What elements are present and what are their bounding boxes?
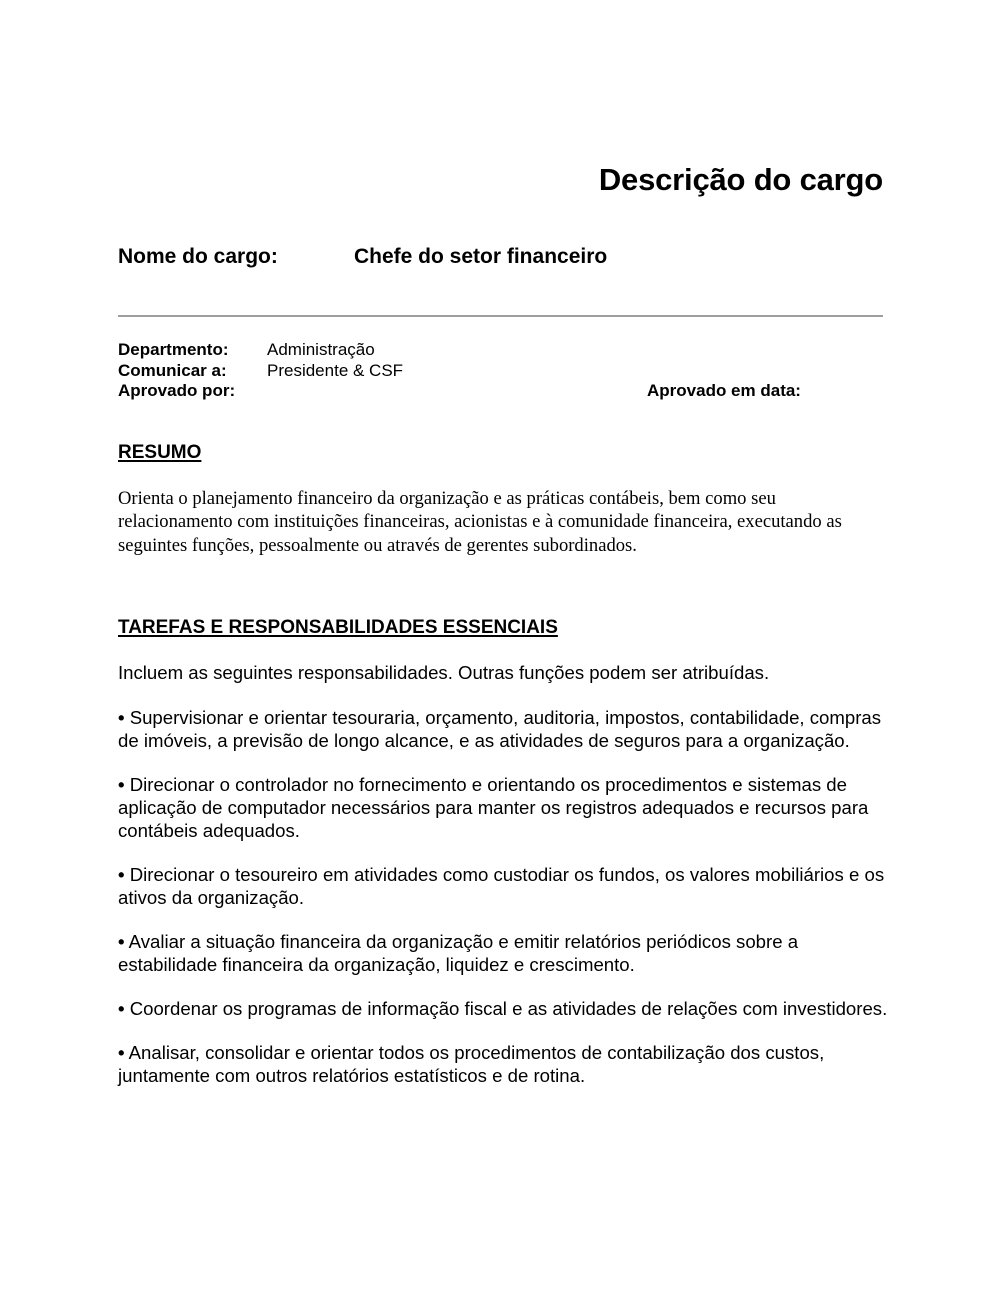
bullet-icon: • xyxy=(118,1042,125,1063)
job-name-row xyxy=(118,245,607,269)
summary-text: Orienta o planejamento financeiro da organização e as práticas contábeis, bem como seu relacionamento com instituições financeiras, acionistas e à comunidade financeira, executando as seguintes funções, pessoalmente ou através de gerentes subordinados. xyxy=(118,488,842,556)
job-name-value: Chefe do setor financeiro xyxy=(354,245,608,268)
task-item xyxy=(118,1041,888,1087)
bullet-icon: • xyxy=(118,774,125,795)
department-value: Administração xyxy=(267,340,375,359)
task-item xyxy=(118,997,888,1020)
task-text: Avaliar a situação financeira da organização e emitir relatórios periódicos sobre a estabilidade financeira da organização, liquidez e crescimento. xyxy=(118,931,799,975)
summary-heading: RESUMO xyxy=(118,442,202,463)
task-text: Supervisionar e orientar tesouraria, orçamento, auditoria, impostos, contabilidade, compras de imóveis, a previsão de longo alcance, e as atividades de seguros para a organização. xyxy=(118,707,882,751)
task-text: Analisar, consolidar e orientar todos os procedimentos de contabilização dos custos, juntamente com outros relatórios estatísticos e de rotina. xyxy=(118,1042,825,1086)
approval-row xyxy=(118,381,883,402)
bullet-icon: • xyxy=(118,864,125,885)
task-item xyxy=(118,930,888,976)
horizontal-divider xyxy=(118,315,883,317)
task-text: Direcionar o controlador no fornecimento e orientando os procedimentos e sistemas de aplicação de computador necessários para manter os registros adequados e recursos para contábeis adequados. xyxy=(118,774,869,841)
task-item xyxy=(118,706,888,752)
tasks-heading: TAREFAS E RESPONSABILIDADES ESSENCIAIS xyxy=(118,617,558,638)
task-item xyxy=(118,863,888,909)
reports-to-row xyxy=(118,361,883,382)
bullet-icon: • xyxy=(118,931,125,952)
task-text: Direcionar o tesoureiro em atividades como custodiar os fundos, os valores mobiliários e os ativos da organização. xyxy=(118,864,885,908)
job-name-label: Nome do cargo: xyxy=(118,245,278,268)
approved-date-label: Aprovado em data: xyxy=(647,381,801,400)
department-label: Departmento: xyxy=(118,340,229,359)
tasks-list xyxy=(118,706,888,1108)
bullet-icon: • xyxy=(118,707,125,728)
reports-to-label: Comunicar a: xyxy=(118,360,227,380)
bullet-icon: • xyxy=(118,998,125,1019)
reports-to-value: Presidente & CSF xyxy=(267,360,404,380)
tasks-intro: Incluem as seguintes responsabilidades. Outras funções podem ser atribuídas. xyxy=(118,662,770,683)
department-row xyxy=(118,340,883,361)
task-item xyxy=(118,773,888,842)
job-metadata xyxy=(118,340,883,402)
document-title: Descrição do cargo xyxy=(598,162,883,197)
approved-by-label: Aprovado por: xyxy=(118,381,236,400)
task-text: Coordenar os programas de informação fiscal e as atividades de relações com investidores. xyxy=(129,998,888,1019)
